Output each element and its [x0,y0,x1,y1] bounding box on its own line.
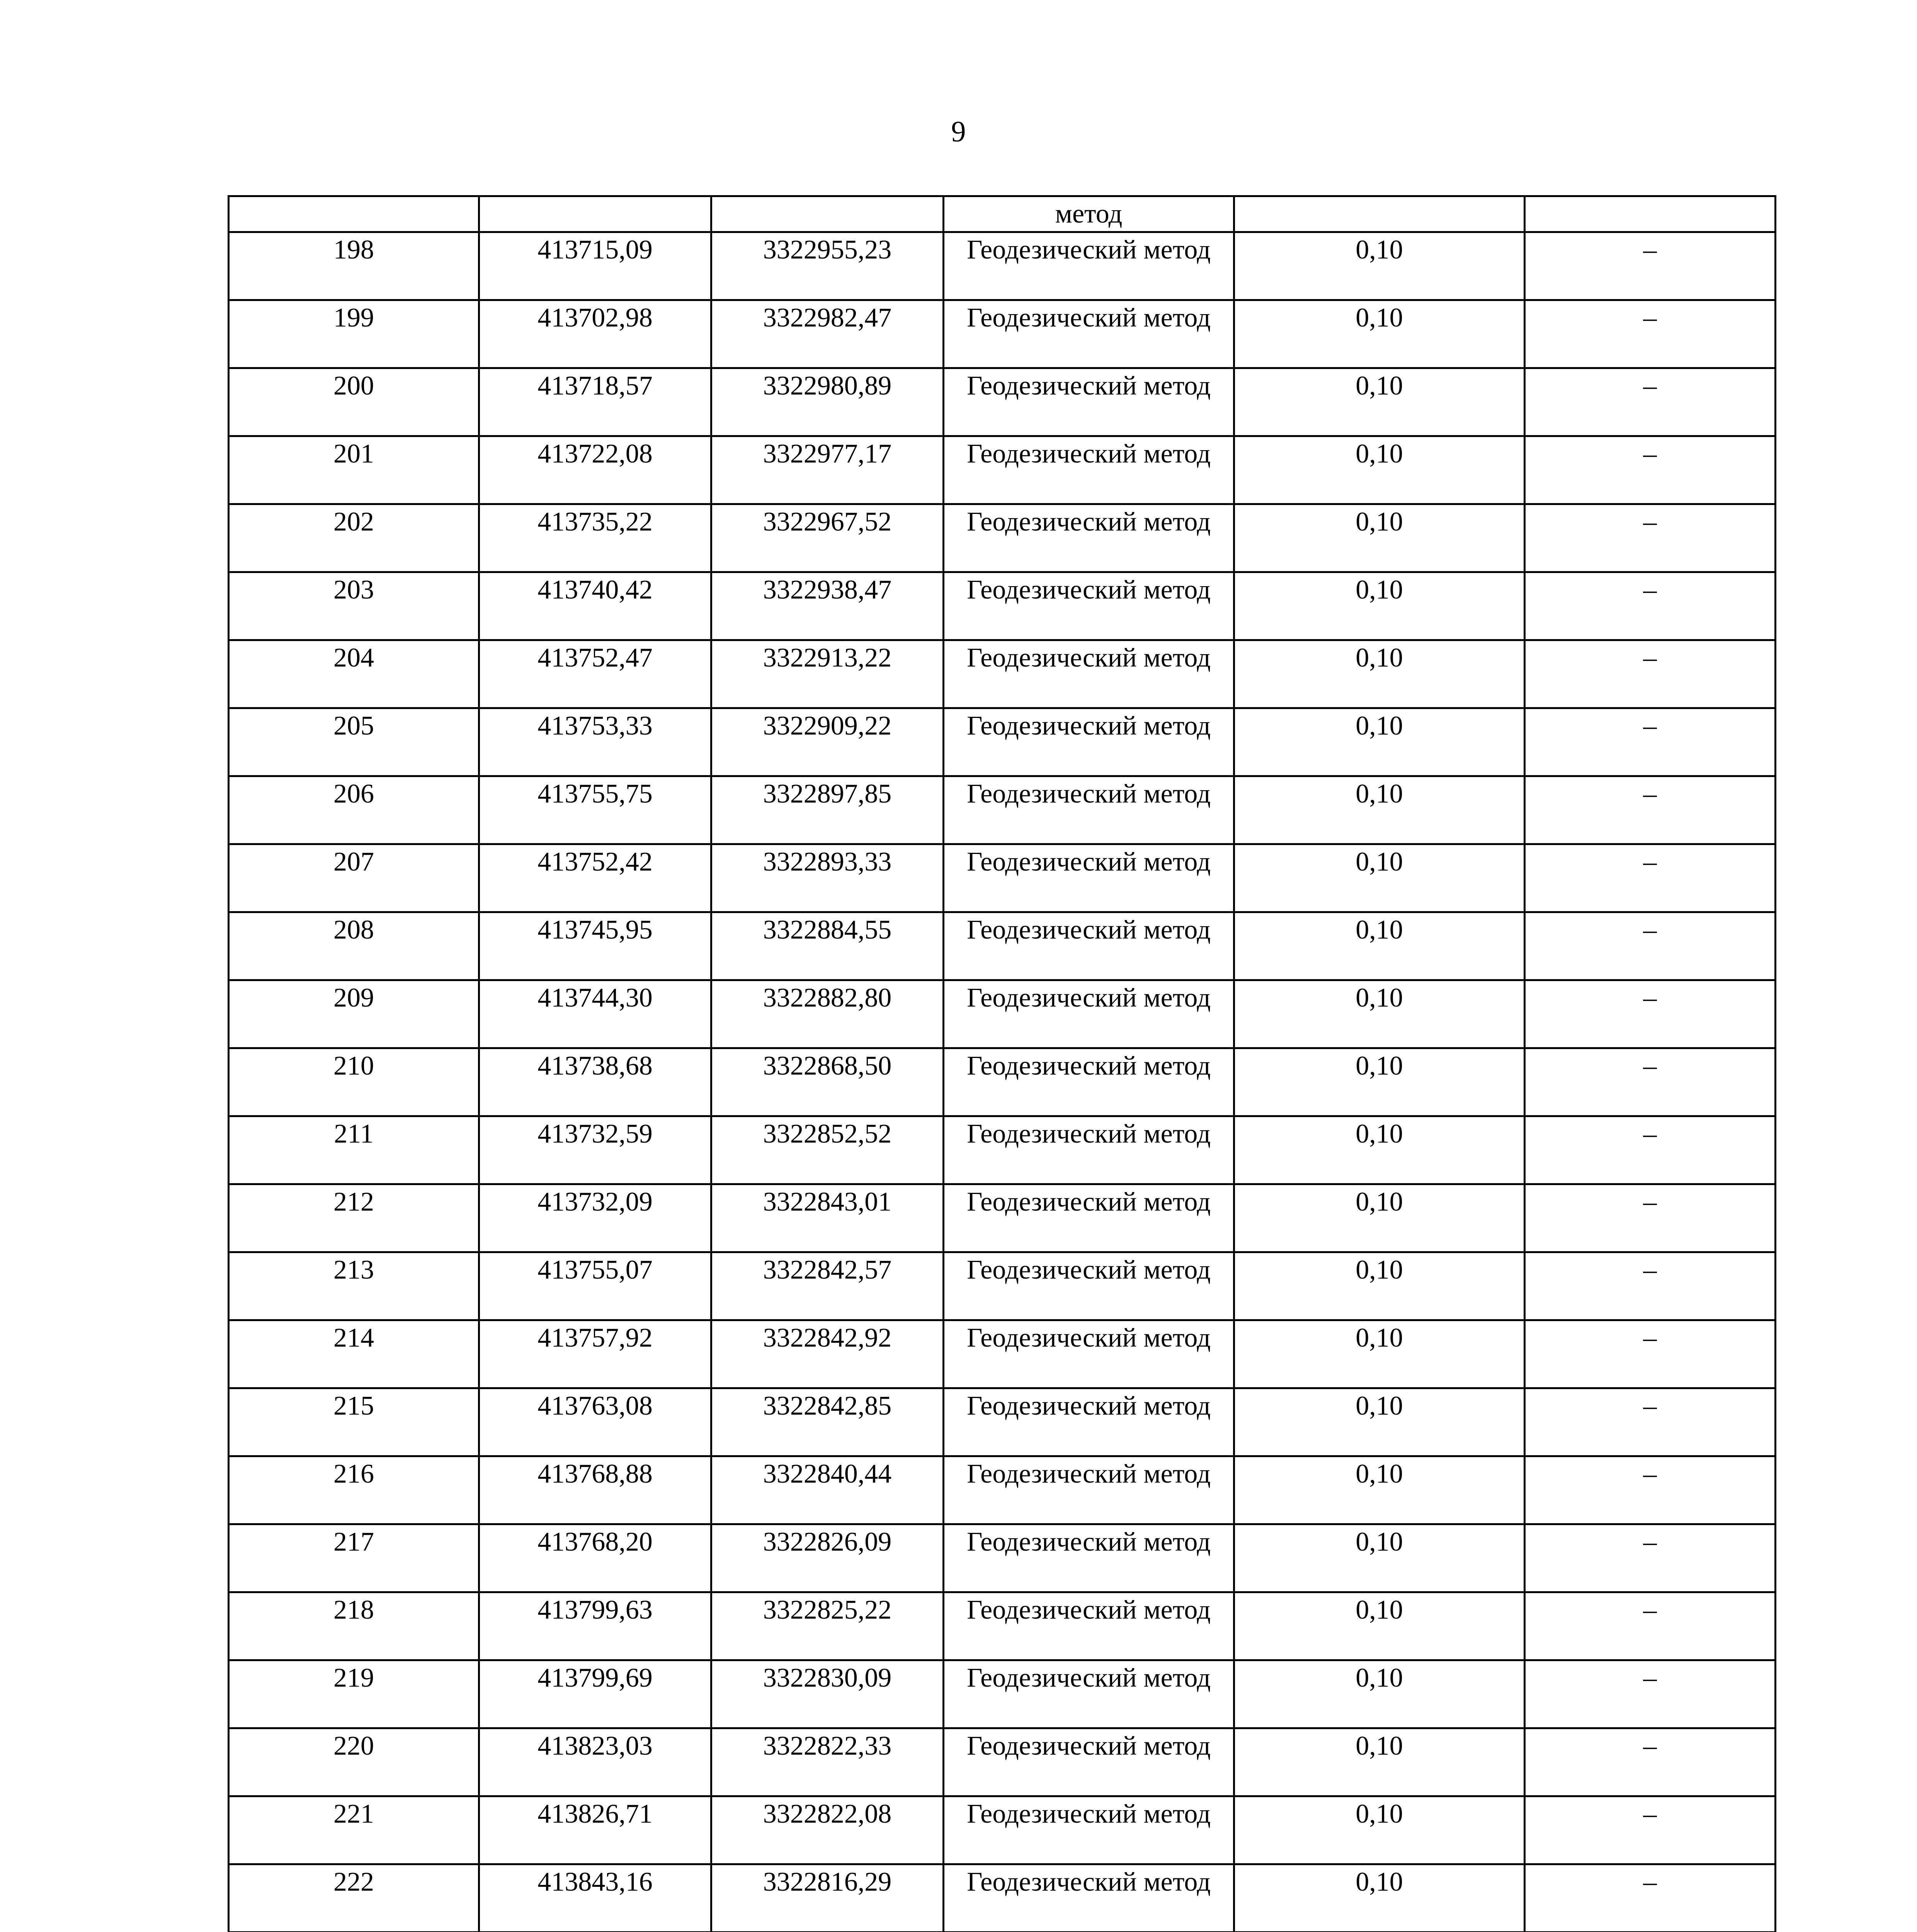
cell-y: 3322830,09 [711,1660,944,1728]
cell-x: 413718,57 [479,368,711,436]
cell-method: Геодезический метод [944,776,1234,844]
table-row [229,1116,1776,1184]
cell-accuracy: 0,10 [1234,300,1525,368]
cell-x: 413722,08 [479,436,711,504]
cell-method: Геодезический метод [944,436,1234,504]
cell-note: – [1525,1184,1776,1252]
table-row [229,368,1776,436]
cell-method: Геодезический метод [944,572,1234,640]
cell-point-number: 214 [229,1320,479,1388]
table-row [229,1252,1776,1320]
cell-y: 3322842,92 [711,1320,944,1388]
cell-point-number: 219 [229,1660,479,1728]
cell-point-number: 199 [229,300,479,368]
cell-method: Геодезический метод [944,844,1234,912]
cell-y: 3322826,09 [711,1524,944,1592]
cell-method: Геодезический метод [944,640,1234,708]
cell-method: Геодезический метод [944,1252,1234,1320]
table-row [229,844,1776,912]
cell-point-number: 213 [229,1252,479,1320]
cell-method: Геодезический метод [944,1116,1234,1184]
cell-y: 3322825,22 [711,1592,944,1660]
cell-accuracy: 0,10 [1234,1252,1525,1320]
cell-accuracy: 0,10 [1234,1048,1525,1116]
cell-y: 3322852,52 [711,1116,944,1184]
cell-y: 3322977,17 [711,436,944,504]
cell-y: 3322822,08 [711,1796,944,1864]
cell-point-number: 220 [229,1728,479,1796]
cell-x: 413744,30 [479,980,711,1048]
cell-x: 413738,68 [479,1048,711,1116]
cell-y: 3322982,47 [711,300,944,368]
cell-note: – [1525,1456,1776,1524]
cell-method: Геодезический метод [944,1524,1234,1592]
table-row [229,980,1776,1048]
cell-point-number: 202 [229,504,479,572]
cell-x: 413768,88 [479,1456,711,1524]
table-row [229,640,1776,708]
table-row [229,436,1776,504]
cell-point-number: 204 [229,640,479,708]
table-row [229,708,1776,776]
cell-y: 3322897,85 [711,776,944,844]
cell-note: – [1525,1660,1776,1728]
cell-y [711,196,944,232]
cell-accuracy: 0,10 [1234,1388,1525,1456]
cell-accuracy: 0,10 [1234,1864,1525,1932]
cell-note: – [1525,436,1776,504]
cell-y: 3322913,22 [711,640,944,708]
cell-note: – [1525,708,1776,776]
cell-point-number: 208 [229,912,479,980]
cell-y: 3322843,01 [711,1184,944,1252]
cell-method: Геодезический метод [944,368,1234,436]
cell-accuracy: 0,10 [1234,572,1525,640]
table-row [229,504,1776,572]
table-row [229,1728,1776,1796]
cell-point-number: 222 [229,1864,479,1932]
cell-note: – [1525,1592,1776,1660]
cell-accuracy [1234,196,1525,232]
table-row [229,1184,1776,1252]
cell-note: – [1525,504,1776,572]
table-row [229,1524,1776,1592]
cell-x: 413715,09 [479,232,711,300]
cell-accuracy: 0,10 [1234,640,1525,708]
cell-x: 413735,22 [479,504,711,572]
cell-accuracy: 0,10 [1234,844,1525,912]
cell-note: – [1525,1864,1776,1932]
cell-point-number: 216 [229,1456,479,1524]
coordinates-table [228,195,1776,1932]
cell-x: 413823,03 [479,1728,711,1796]
cell-y: 3322955,23 [711,232,944,300]
cell-note: – [1525,300,1776,368]
cell-method: Геодезический метод [944,912,1234,980]
cell-x: 413732,59 [479,1116,711,1184]
cell-accuracy: 0,10 [1234,980,1525,1048]
table-row [229,232,1776,300]
cell-point-number: 205 [229,708,479,776]
cell-y: 3322938,47 [711,572,944,640]
table-row [229,1456,1776,1524]
cell-note: – [1525,776,1776,844]
cell-accuracy: 0,10 [1234,1320,1525,1388]
cell-x: 413843,16 [479,1864,711,1932]
cell-accuracy: 0,10 [1234,1524,1525,1592]
cell-note: – [1525,1320,1776,1388]
table-row [229,1592,1776,1660]
coordinates-table-body [229,196,1776,1932]
cell-method: Геодезический метод [944,232,1234,300]
cell-y: 3322816,29 [711,1864,944,1932]
cell-accuracy: 0,10 [1234,1728,1525,1796]
cell-method: метод [944,196,1234,232]
cell-y: 3322842,85 [711,1388,944,1456]
cell-x: 413753,33 [479,708,711,776]
cell-x [479,196,711,232]
cell-x: 413826,71 [479,1796,711,1864]
cell-accuracy: 0,10 [1234,1796,1525,1864]
cell-method: Геодезический метод [944,1592,1234,1660]
cell-point-number: 218 [229,1592,479,1660]
cell-point-number: 212 [229,1184,479,1252]
continuation-row [229,196,1776,232]
cell-note: – [1525,572,1776,640]
cell-accuracy: 0,10 [1234,504,1525,572]
cell-accuracy: 0,10 [1234,1116,1525,1184]
cell-point-number: 209 [229,980,479,1048]
cell-y: 3322822,33 [711,1728,944,1796]
cell-accuracy: 0,10 [1234,1592,1525,1660]
cell-method: Геодезический метод [944,1048,1234,1116]
cell-x: 413702,98 [479,300,711,368]
cell-note: – [1525,980,1776,1048]
cell-method: Геодезический метод [944,1388,1234,1456]
cell-method: Геодезический метод [944,1320,1234,1388]
cell-note: – [1525,1524,1776,1592]
cell-note: – [1525,1796,1776,1864]
cell-accuracy: 0,10 [1234,436,1525,504]
cell-point-number: 206 [229,776,479,844]
table-row [229,300,1776,368]
cell-method: Геодезический метод [944,1660,1234,1728]
cell-accuracy: 0,10 [1234,708,1525,776]
cell-method: Геодезический метод [944,708,1234,776]
cell-note [1525,196,1776,232]
cell-note: – [1525,232,1776,300]
cell-x: 413755,07 [479,1252,711,1320]
cell-y: 3322868,50 [711,1048,944,1116]
cell-note: – [1525,1048,1776,1116]
cell-x: 413752,47 [479,640,711,708]
cell-accuracy: 0,10 [1234,368,1525,436]
cell-note: – [1525,844,1776,912]
cell-x: 413763,08 [479,1388,711,1456]
cell-y: 3322967,52 [711,504,944,572]
cell-y: 3322893,33 [711,844,944,912]
cell-accuracy: 0,10 [1234,1456,1525,1524]
cell-x: 413732,09 [479,1184,711,1252]
cell-x: 413799,69 [479,1660,711,1728]
cell-x: 413745,95 [479,912,711,980]
cell-x: 413768,20 [479,1524,711,1592]
cell-point-number: 203 [229,572,479,640]
table-row [229,912,1776,980]
cell-method: Геодезический метод [944,1864,1234,1932]
cell-method: Геодезический метод [944,1456,1234,1524]
cell-note: – [1525,1388,1776,1456]
cell-y: 3322884,55 [711,912,944,980]
cell-note: – [1525,1252,1776,1320]
table-row [229,1320,1776,1388]
cell-method: Геодезический метод [944,300,1234,368]
cell-y: 3322840,44 [711,1456,944,1524]
cell-x: 413740,42 [479,572,711,640]
cell-y: 3322842,57 [711,1252,944,1320]
cell-y: 3322909,22 [711,708,944,776]
cell-point-number: 200 [229,368,479,436]
cell-point-number: 210 [229,1048,479,1116]
cell-note: – [1525,1728,1776,1796]
cell-accuracy: 0,10 [1234,776,1525,844]
table-row [229,776,1776,844]
table-row [229,572,1776,640]
cell-accuracy: 0,10 [1234,912,1525,980]
cell-note: – [1525,1116,1776,1184]
cell-method: Геодезический метод [944,1796,1234,1864]
cell-point-number: 201 [229,436,479,504]
cell-y: 3322882,80 [711,980,944,1048]
cell-note: – [1525,640,1776,708]
table-row [229,1660,1776,1728]
cell-point-number: 211 [229,1116,479,1184]
cell-note: – [1525,912,1776,980]
cell-point-number: 215 [229,1388,479,1456]
table-row [229,1864,1776,1932]
cell-x: 413799,63 [479,1592,711,1660]
cell-point-number: 207 [229,844,479,912]
cell-x: 413757,92 [479,1320,711,1388]
table-row [229,1388,1776,1456]
page-number: 9 [951,116,966,148]
cell-point-number: 221 [229,1796,479,1864]
cell-x: 413755,75 [479,776,711,844]
cell-point-number: 217 [229,1524,479,1592]
table-row [229,1048,1776,1116]
cell-method: Геодезический метод [944,504,1234,572]
cell-method: Геодезический метод [944,1728,1234,1796]
cell-point-number: 198 [229,232,479,300]
cell-accuracy: 0,10 [1234,1184,1525,1252]
cell-y: 3322980,89 [711,368,944,436]
cell-note: – [1525,368,1776,436]
cell-method: Геодезический метод [944,980,1234,1048]
cell-point-number [229,196,479,232]
cell-accuracy: 0,10 [1234,1660,1525,1728]
cell-method: Геодезический метод [944,1184,1234,1252]
table-row [229,1796,1776,1864]
cell-x: 413752,42 [479,844,711,912]
cell-accuracy: 0,10 [1234,232,1525,300]
